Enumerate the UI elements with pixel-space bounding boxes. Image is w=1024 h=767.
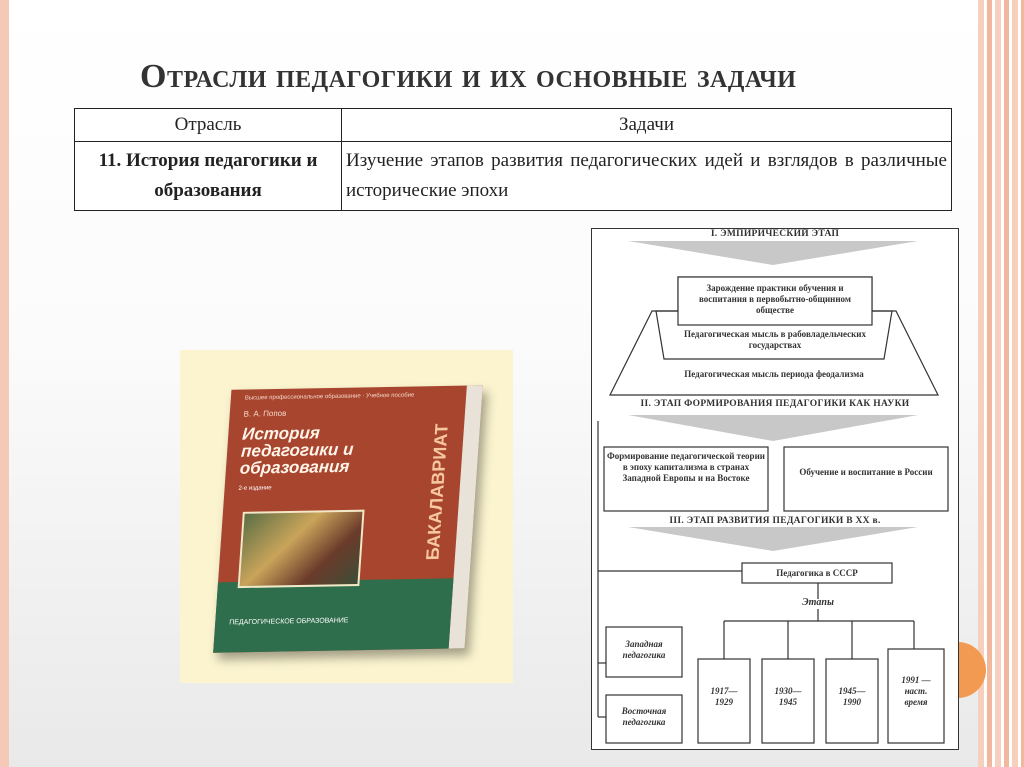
branch-table — [74, 108, 952, 211]
box3-text: Педагогическая мысль периода феодализма — [684, 369, 864, 379]
book-illustration — [238, 510, 365, 588]
slide-title: Отрасли педагогики и их основные задачи — [140, 58, 797, 95]
stage2-arrow — [628, 415, 918, 441]
stage1-label: I. ЭМПИРИЧЕСКИЙ ЭТАП — [710, 229, 840, 239]
book-series: ПЕДАГОГИЧЕСКОЕ ОБРАЗОВАНИЕ — [228, 617, 349, 627]
slide-border-left — [0, 0, 9, 767]
book-spine — [411, 396, 464, 587]
history-diagram — [591, 228, 959, 750]
stages-label: Этапы — [802, 597, 834, 608]
table-row — [75, 142, 952, 211]
stage2-label: II. ЭТАП ФОРМИРОВАНИЯ ПЕДАГОГИКИ КАК НАУКИ — [640, 399, 910, 409]
book-edition: 2-е издание — [238, 485, 272, 492]
book-title: История педагогики и образования — [239, 423, 355, 478]
box1-text: Зарождение практики обучения и воспитания в первобытно-общинном обществе — [698, 283, 852, 315]
book-spine-text: БАКАЛАВРИАТ — [422, 422, 452, 560]
ussr-label: Педагогика в СССР — [776, 568, 858, 578]
stage3-label: III. ЭТАП РАЗВИТИЯ ПЕДАГОГИКИ В XX в. — [669, 516, 881, 526]
period-3: 1945—1990 — [838, 686, 866, 707]
box4-text: Формирование педагогической теории в эпоху капитализма в странах Западной Европы и на Востоке — [607, 451, 765, 483]
book-cover — [213, 385, 483, 652]
period-1: 1917—1929 — [710, 686, 738, 707]
book-author: В. А. Попов — [243, 408, 287, 419]
header-tasks: Задачи — [342, 109, 952, 142]
table-header-row — [75, 109, 952, 142]
stage1-arrow — [628, 241, 918, 265]
period-2: 1930—1945 — [774, 686, 802, 707]
book-publisher: Высшее профессиональное образование · Учебное пособие — [244, 392, 415, 402]
box5-border — [784, 447, 948, 511]
book-publisher-line: Высшее профессиональное образование — [244, 393, 361, 402]
slide-border-right — [978, 0, 1024, 767]
period-4: 1991 — наст. время — [901, 675, 931, 707]
box5-text: Обучение и воспитание в России — [799, 467, 933, 477]
book-green-band — [213, 578, 453, 652]
box2-text: Педагогическая мысль в рабовладельческих государствах — [684, 329, 866, 350]
stage3-arrow — [628, 527, 918, 551]
branch-name: 11. История педагогики и образования — [75, 142, 342, 211]
branch-task: Изучение этапов развития педагогических идей и взглядов в различные исторические эпохи — [342, 142, 952, 211]
east-label: Восточная педагогика — [621, 706, 667, 727]
header-branch: Отрасль — [75, 109, 342, 142]
west-label: Западная педагогика — [622, 639, 666, 660]
book-manual-type: Учебное пособие — [365, 392, 415, 400]
